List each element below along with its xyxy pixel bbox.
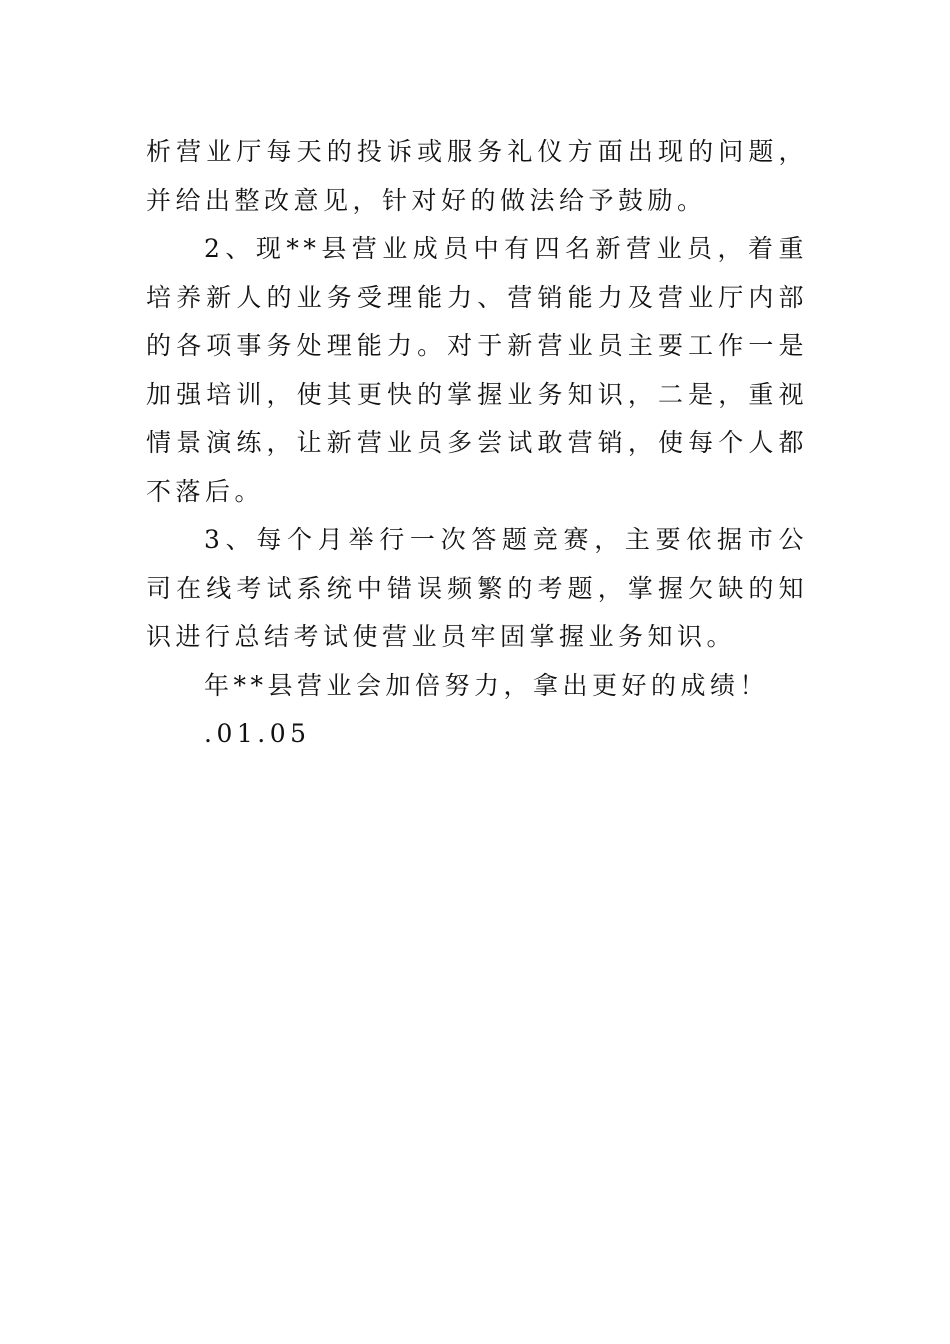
paragraph-closing: 年**县营业会加倍努力，拿出更好的成绩！	[204, 670, 770, 700]
paragraph-item-3: 3、每个月举行一次答题竞赛，主要依据市公司在线考试系统中错误频繁的考题，掌握欠缺的知识进行总结考试使营业员牢固掌握业务知识。	[146, 525, 808, 651]
document-date: .01.05	[204, 719, 311, 748]
paragraph-item-2: 2、现**县营业成员中有四名新营业员，着重培养新人的业务受理能力、营销能力及营业厅内部的各项事务处理能力。对于新营业员主要工作一是加强培训，使其更快的掌握业务知识，二是，重视情景演练，让新营业员多尝试敢营销，使每个人都不落后。	[146, 234, 808, 506]
document-body	[146, 128, 808, 759]
paragraph-continuation: 析营业厅每天的投诉或服务礼仪方面出现的问题，并给出整改意见，针对好的做法给予鼓励。	[146, 137, 808, 215]
